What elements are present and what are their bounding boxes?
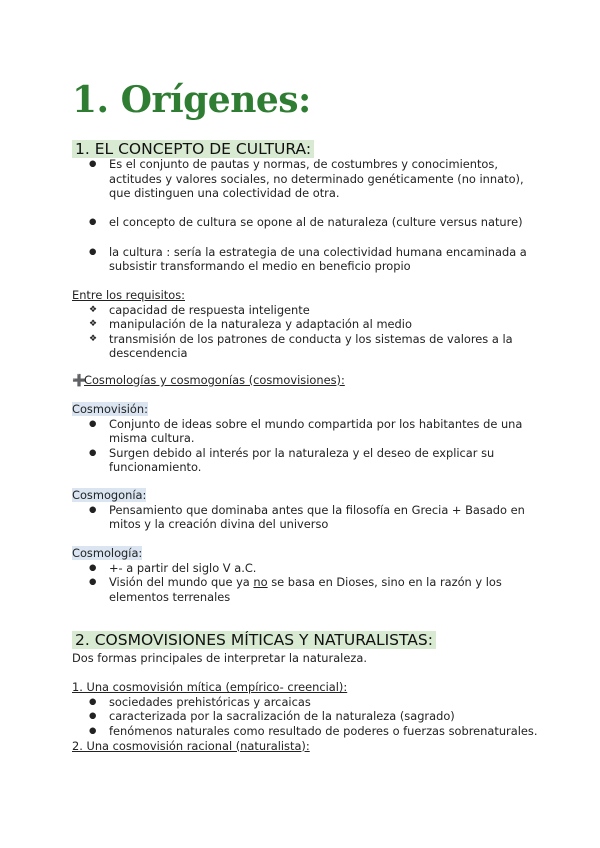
cosmologias-label: Cosmologías y cosmogonías (cosmovisiones): [84,373,345,387]
section-2-heading-text: 2. COSMOVISIONES MÍTICAS Y NATURALISTAS: [72,631,436,649]
list-item: ● fenómenos naturales como resultado de poderes o fuerzas sobrenaturales. [72,724,542,739]
section-1-bullets [72,157,542,274]
list-item: ● Surgen debido al interés por la naturaleza y el deseo de explicar su funcionamiento. [72,446,542,475]
cosmologia-text-before: Visión del mundo que ya [109,575,254,590]
section-2-body [72,651,542,753]
section-1-heading [72,139,314,159]
requisitos-label: Entre los requisitos: [72,288,185,302]
list-item [72,575,542,604]
cosmologia-text-no: no [253,575,268,590]
list-item: ● +- a partir del siglo V a.C. [72,561,542,576]
cosmogonia-block [72,488,542,532]
cosmovision-block [72,402,542,475]
list-item: ❖ manipulación de la naturaleza y adaptación al medio [72,317,542,332]
list-item: ● sociedades prehistóricas y arcaicas [72,695,542,710]
cosmovision-label: Cosmovisión: [72,402,148,416]
list-item: ● la cultura : sería la estrategia de una colectividad humana encaminada a subsistir transformando el medio en beneficio propio [72,245,542,274]
list-item: ● caracterizada por la sacralización de la naturaleza (sagrado) [72,709,542,724]
section-2-intro: Dos formas principales de interpretar la naturaleza. [72,651,367,665]
mitica-label: 1. Una cosmovisión mítica (empírico- creencial): [72,680,348,695]
cosmologia-label: Cosmología: [72,546,143,560]
requisitos-block [72,288,542,361]
cosmologias-line [72,373,542,388]
list-item: ● Es el conjunto de pautas y normas, de costumbres y conocimientos, actitudes y valores sociales, no determinado genéticamente (no innato), que distinguen una colectividad de otra. [72,157,542,201]
section-2-heading [72,630,436,650]
list-item: ● Pensamiento que dominaba antes que la filosofía en Grecia + Basado en mitos y la creación divina del universo [72,503,542,532]
cosmogonia-label: Cosmogonía: [72,488,147,502]
cosmologia-text-after: se basa en Dioses, sino en la razón y los elementos terrenales [109,575,502,604]
list-item: ● el concepto de cultura se opone al de naturaleza (culture versus nature) [72,215,542,230]
plus-icon: ➕ [72,373,87,387]
section-1-heading-text: 1. EL CONCEPTO DE CULTURA: [72,140,314,158]
list-item: ❖ transmisión de los patrones de conducta y los sistemas de valores a la descendencia [72,332,542,361]
page-title: 1. Orígenes: [72,79,311,121]
list-item: ❖ capacidad de respuesta inteligente [72,303,542,318]
cosmologia-block [72,546,542,604]
racional-label: 2. Una cosmovisión racional (naturalista): [72,738,310,753]
list-item: ● Conjunto de ideas sobre el mundo compartida por los habitantes de una misma cultura. [72,417,542,446]
